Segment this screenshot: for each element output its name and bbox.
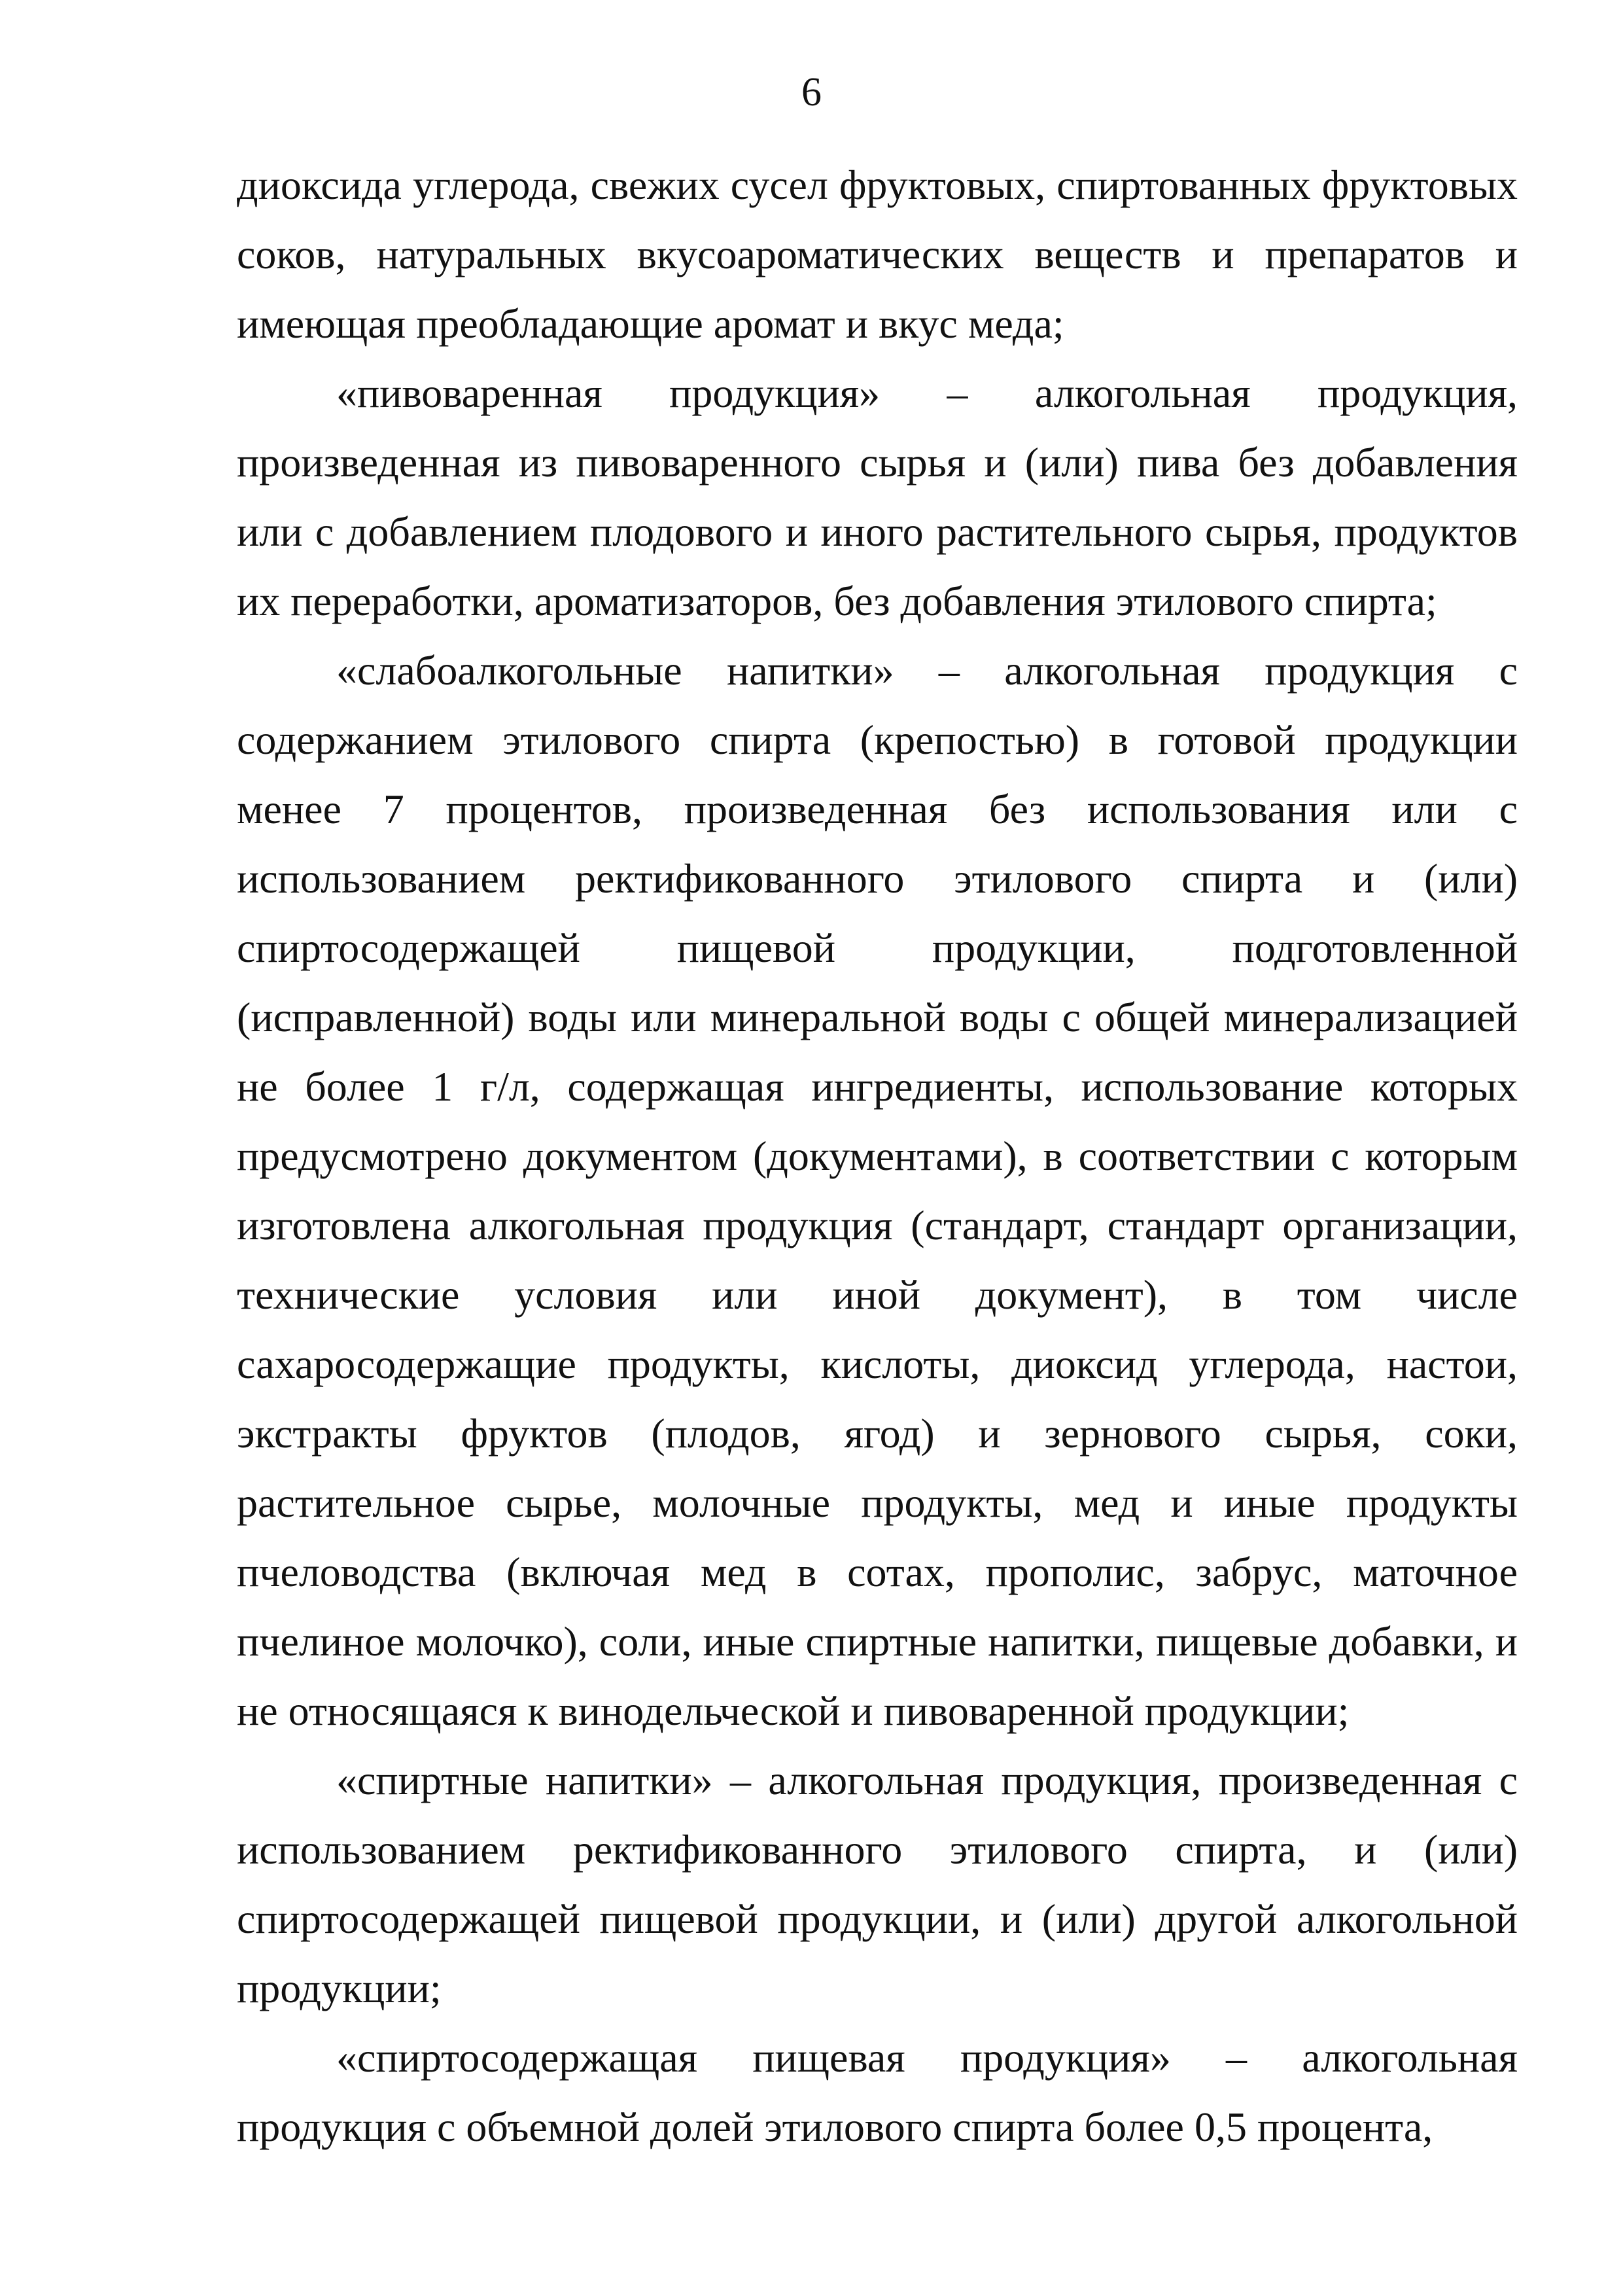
paragraph-mead-definition-end: диоксида углерода, свежих сусел фруктовых, спиртованных фруктовых соков, натуральных вкусоароматических веществ и препаратов и имеющая преобладающие аромат и вкус меда; bbox=[237, 162, 1518, 347]
document-body bbox=[237, 150, 1518, 2162]
paragraph-brewing-products: «пивоваренная продукция» – алкогольная продукция, произведенная из пивоваренного сырья и (или) пива без добавления или с добавлением плодового и иного растительного сырья, продуктов их переработки, ароматизаторов, без добавления этилового спирта; bbox=[237, 370, 1518, 624]
page-number: 6 bbox=[801, 70, 822, 115]
paragraph-low-alcohol-drinks: «слабоалкогольные напитки» – алкогольная продукция с содержанием этилового спирта (крепостью) в готовой продукции менее 7 процентов, произведенная без использования или с использованием ректификованного этилового спирта и (или) спиртосодержащей пищевой продукции, подготовленной (исправленной) воды или минеральной воды с общей минерализацией не более 1 г/л, содержащая ингредиенты, использование которых предусмотрено документом (документами), в соответствии с которым изготовлена алкогольная продукция (стандарт, стандарт организации, технические условия или иной документ), в том числе сахаросодержащие продукты, кислоты, диоксид углерода, настои, экстракты фруктов (плодов, ягод) и зернового сырья, соки, растительное сырье, молочные продукты, мед и иные продукты пчеловодства (включая мед в сотах, прополис, забрус, маточное пчелиное молочко), соли, иные спиртные напитки, пищевые добавки, и не относящаяся к винодельческой и пивоваренной продукции; bbox=[237, 647, 1518, 1734]
paragraph-spirit-drinks: «спиртные напитки» – алкогольная продукция, произведенная с использованием ректификованного этилового спирта, и (или) спиртосодержащей пищевой продукции, и (или) другой алкогольной продукции; bbox=[237, 1757, 1518, 2011]
paragraph-alcohol-containing-food: «спиртосодержащая пищевая продукция» – алкогольная продукция с объемной долей этилового спирта более 0,5 процента, bbox=[237, 2034, 1518, 2150]
